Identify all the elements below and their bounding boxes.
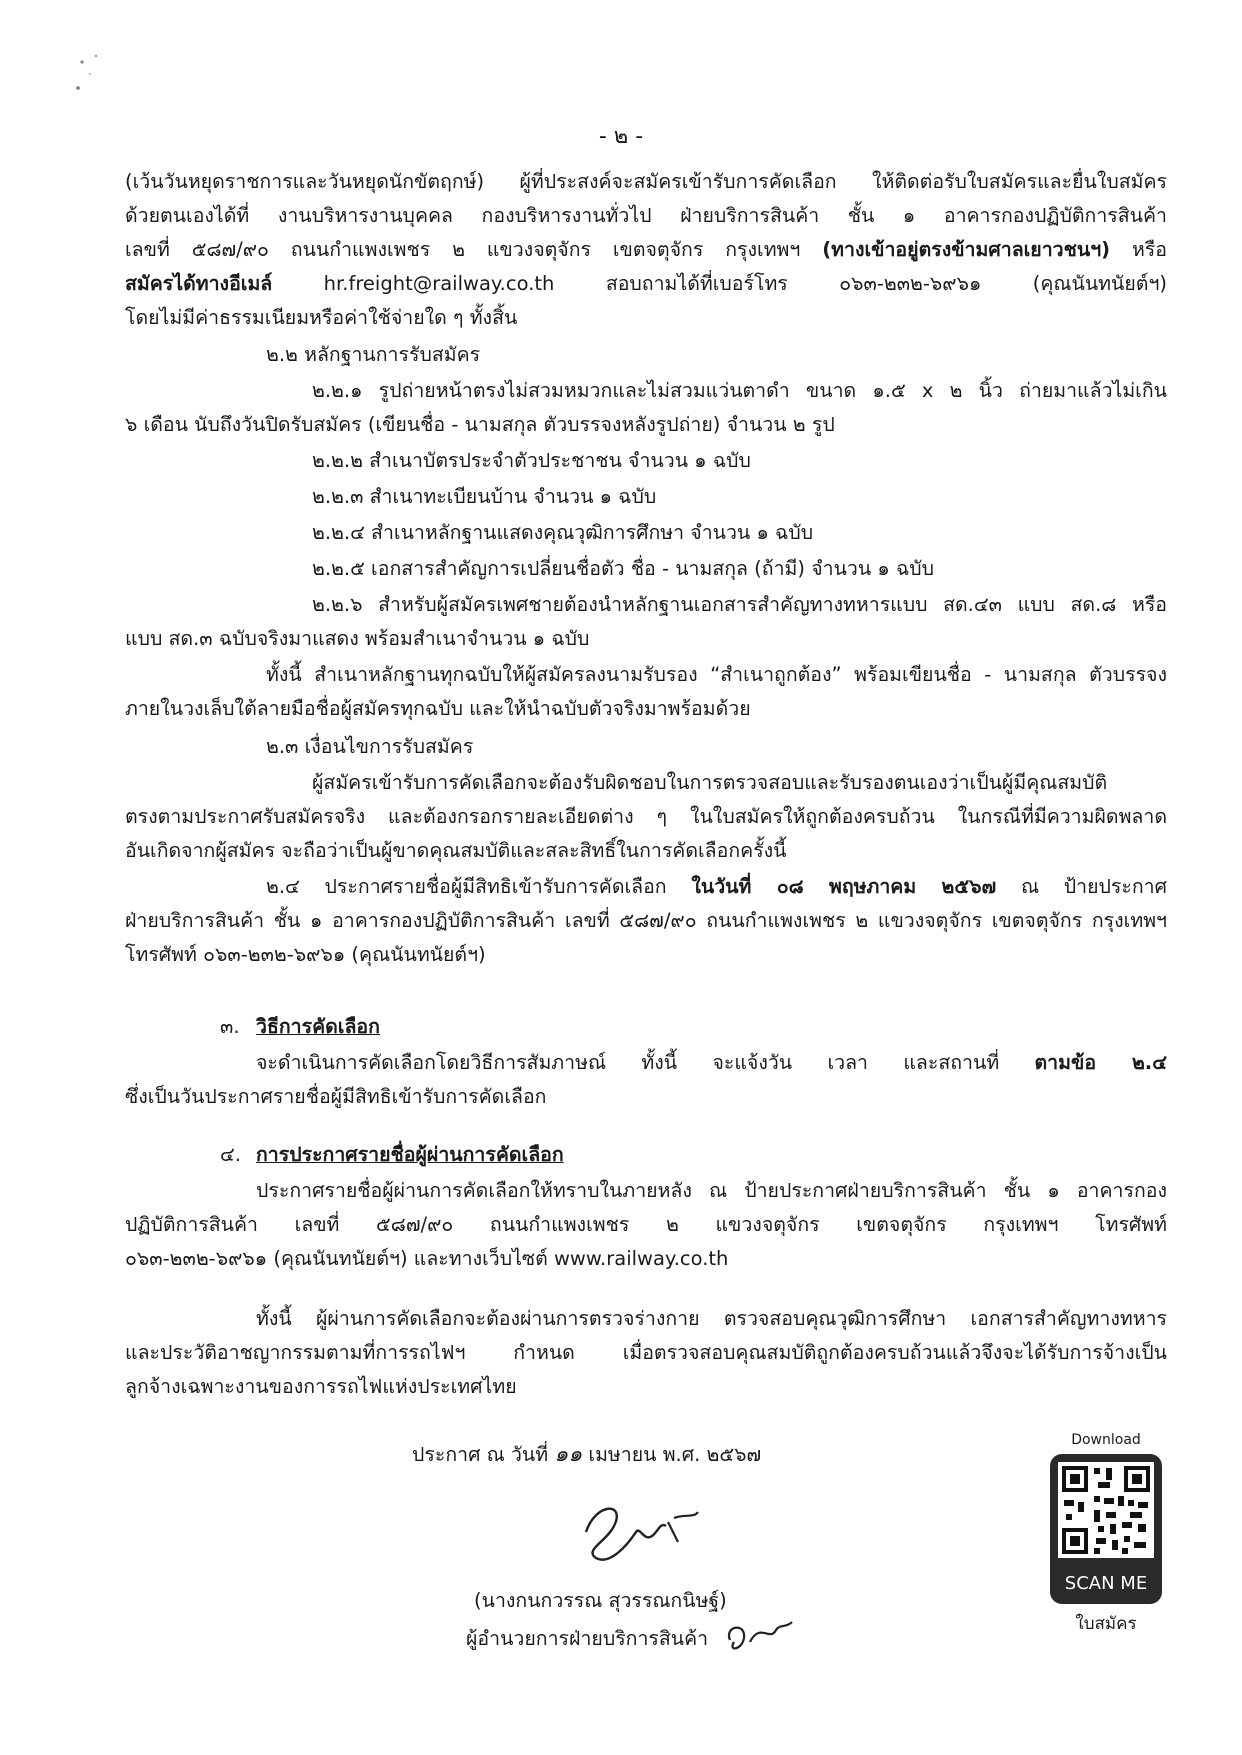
scan-specks: [70, 48, 110, 118]
section-2-2-heading: ๒.๒ หลักฐานการรับสมัคร: [266, 343, 481, 366]
item-2-2-4: ๒.๒.๔ สำเนาหลักฐานแสดงคุณวุฒิการศึกษา จำนวน ๑ ฉบับ: [312, 521, 814, 544]
section-2-3-line-1: ผู้สมัครเข้ารับการคัดเลือกจะต้องรับผิดชอบในการตรวจสอบและรับรองตนเองว่าเป็นผู้มีคุณสมบัติ: [312, 771, 1108, 794]
section-3-ref: ตามข้อ ๒.๔: [1034, 1051, 1167, 1074]
item-2-2-3: ๒.๒.๓ สำเนาทะเบียนบ้าน จำนวน ๑ ฉบับ: [312, 485, 657, 508]
section-2-4-line-2: ฝ่ายบริการสินค้า ชั้น ๑ อาคารกองปฏิบัติการสินค้า เลขที่ ๕๘๗/๙๐ ถนนกำแพงเพชร ๒ แขวงจตุจักร เขตจตุจักร กรุงเทพฯ: [125, 909, 1167, 932]
item-2-2-1-line-2: ๖ เดือน นับถึงวันปิดรับสมัคร (เขียนชื่อ - นามสกุล ตัวบรรจงหลังรูปถ่าย) จำนวน ๒ รูป: [125, 413, 835, 436]
closing-line-2: และประวัติอาชญากรรมตามที่การรถไฟฯ กำหนด เมื่อตรวจสอบคุณสมบัติถูกต้องครบถ้วนแล้วจึงจะได้รับการจ้างเป็น: [125, 1341, 1167, 1364]
section-3-line-1: [256, 1046, 1167, 1080]
section-4-number: ๔.: [220, 1143, 241, 1166]
signature: [566, 1492, 706, 1572]
intro-line-3: [125, 233, 1167, 267]
section-2-4-date: ในวันที่ ๐๘ พฤษภาคม ๒๕๖๗: [691, 875, 997, 898]
announcement-date: [412, 1438, 761, 1472]
qr-code[interactable]: [1058, 1462, 1154, 1558]
section-2-3-line-2: ตรงตามประกาศรับสมัครจริง และต้องกรอกรายละเอียดต่าง ๆ ในใบสมัครให้ถูกต้องครบถ้วน ในกรณีที่มีความผิดพลาด: [125, 805, 1167, 828]
section-4-line-2: ปฏิบัติการสินค้า เลขที่ ๕๘๗/๙๐ ถนนกำแพงเพชร ๒ แขวงจตุจักร เขตจตุจักร กรุงเทพฯ โทรศัพท์: [125, 1213, 1167, 1236]
intro-line-2: ด้วยตนเองได้ที่ งานบริหารงานบุคคล กองบริหารงานทั่วไป ฝ่ายบริการสินค้า ชั้น ๑ อาคารกองปฏิบัติการสินค้า: [125, 204, 1167, 227]
section-2-3-line-3: อันเกิดจากผู้สมัคร จะถือว่าเป็นผู้ขาดคุณสมบัติและสละสิทธิ์ในการคัดเลือกครั้งนี้: [125, 839, 787, 862]
intro-line-1: (เว้นวันหยุดราชการและวันหยุดนักขัตฤกษ์) ผู้ที่ประสงค์จะสมัครเข้ารับการคัดเลือก ให้ติดต่อรับใบสมัครและยื่นใบสมัคร: [125, 170, 1167, 193]
section-2-4-line-1: [266, 870, 1167, 904]
qr-scan-me-label: SCAN ME: [1064, 1573, 1148, 1594]
announcement-day-handwritten: ๑๑: [554, 1442, 583, 1467]
closing-line-3: ลูกจ้างเฉพาะงานของการรถไฟแห่งประเทศไทย: [125, 1375, 517, 1398]
signer-title: ผู้อำนวยการฝ่ายบริการสินค้า: [466, 1627, 709, 1650]
section-2-4-line-3: โทรศัพท์ ๐๖๓-๒๓๒-๖๙๖๑ (คุณนันทนัยต์ฯ): [125, 943, 486, 966]
section-4-line-3: ๐๖๓-๒๓๒-๖๙๖๑ (คุณนันทนัยต์ฯ) และทางเว็บไซต์ www.railway.co.th: [125, 1247, 729, 1270]
intro-or: หรือ: [1110, 238, 1167, 261]
section-3-number: ๓.: [220, 1015, 240, 1038]
intro-entrance-note: (ทางเข้าอยู่ตรงข้ามศาลเยาวชนฯ): [822, 238, 1111, 261]
intro-address: เลขที่ ๕๘๗/๙๐ ถนนกำแพงเพชร ๒ แขวงจตุจักร เขตจตุจักร กรุงเทพฯ: [125, 238, 823, 261]
intro-email-label: สมัครได้ทางอีเมล์: [125, 272, 273, 295]
note-line-2: ภายในวงเล็บใต้ลายมือชื่อผู้สมัครทุกฉบับ และให้นำฉบับตัวจริงมาพร้อมด้วย: [125, 697, 751, 720]
item-2-2-2: ๒.๒.๒ สำเนาบัตรประจำตัวประชาชน จำนวน ๑ ฉบับ: [312, 449, 751, 472]
item-2-2-6-line-1: ๒.๒.๖ สำหรับผู้สมัครเพศชายต้องนำหลักฐานเอกสารสำคัญทางทหารแบบ สด.๔๓ แบบ สด.๘ หรือ: [312, 593, 1167, 616]
item-2-2-1-line-1: ๒.๒.๑ รูปถ่ายหน้าตรงไม่สวมหมวกและไม่สวมแว่นตาดำ ขนาด ๑.๕ x ๒ นิ้ว ถ่ายมาแล้วไม่เกิน: [312, 379, 1167, 402]
section-3-heading: วิธีการคัดเลือก: [256, 1015, 380, 1038]
qr-title: Download: [1071, 1432, 1141, 1448]
note-line-1: ทั้งนี้ สำเนาหลักฐานทุกฉบับให้ผู้สมัครลงนามรับรอง “สำเนาถูกต้อง” พร้อมเขียนชื่อ - นามสกุล ตัวบรรจง: [266, 663, 1167, 686]
intro-line-4: [125, 267, 1167, 301]
item-2-2-6-line-2: แบบ สด.๓ ฉบับจริงมาแสดง พร้อมสำเนาจำนวน ๑ ฉบับ: [125, 627, 590, 650]
qr-download-block[interactable]: [1046, 1432, 1166, 1637]
section-2-3-heading: ๒.๓ เงื่อนไขการรับสมัคร: [266, 735, 474, 758]
qr-code-frame[interactable]: [1050, 1454, 1162, 1604]
intro-email-contact: hr.freight@railway.co.th สอบถามได้ที่เบอร์โทร ๐๖๓-๒๓๒-๖๙๖๑ (คุณนันทนัยต์ฯ): [272, 272, 1167, 295]
item-2-2-5: ๒.๒.๕ เอกสารสำคัญการเปลี่ยนชื่อตัว ชื่อ - นามสกุล (ถ้ามี) จำนวน ๑ ฉบับ: [312, 557, 935, 580]
page-number: - ๒ -: [598, 124, 644, 149]
announcement-month-year: เมษายน พ.ศ. ๒๕๖๗: [582, 1443, 762, 1466]
intro-line-5: โดยไม่มีค่าธรรมเนียมหรือค่าใช้จ่ายใด ๆ ทั้งสิ้น: [125, 306, 518, 329]
signer-name: (นางกนกวรรณ สุวรรณกนิษฐ์): [474, 1589, 727, 1612]
section-4-heading: การประกาศรายชื่อผู้ผ่านการคัดเลือก: [256, 1143, 564, 1166]
initials-signature: [720, 1612, 800, 1662]
section-2-4-lead: ๒.๔ ประกาศรายชื่อผู้มีสิทธิเข้ารับการคัดเลือก: [266, 875, 692, 898]
section-4-line-1: ประกาศรายชื่อผู้ผ่านการคัดเลือกให้ทราบในภายหลัง ณ ป้ายประกาศฝ่ายบริการสินค้า ชั้น ๑ อาคารกอง: [256, 1179, 1167, 1202]
section-3-lead: จะดำเนินการคัดเลือกโดยวิธีการสัมภาษณ์ ทั้งนี้ จะแจ้งวัน เวลา และสถานที่: [256, 1051, 1035, 1074]
qr-caption: ใบสมัคร: [1075, 1614, 1137, 1634]
closing-line-1: ทั้งนี้ ผู้ผ่านการคัดเลือกจะต้องผ่านการตรวจร่างกาย ตรวจสอบคุณวุฒิการศึกษา เอกสารสำคัญทางทหาร: [256, 1307, 1167, 1330]
announcement-date-prefix: ประกาศ ณ วันที่: [412, 1443, 555, 1466]
section-2-4-place: ณ ป้ายประกาศ: [996, 875, 1168, 898]
section-3-line-2: ซึ่งเป็นวันประกาศรายชื่อผู้มีสิทธิเข้ารับการคัดเลือก: [125, 1085, 547, 1108]
